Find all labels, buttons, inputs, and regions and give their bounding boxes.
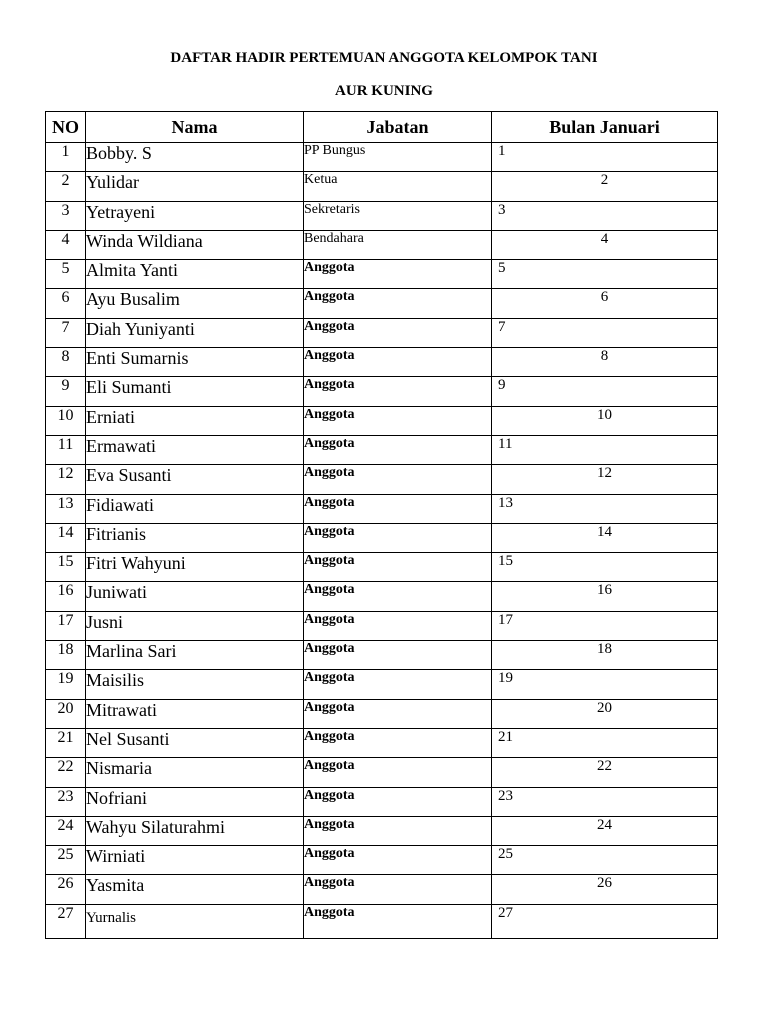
row-jabatan: Anggota [304,406,492,435]
table-row [46,670,718,699]
row-jabatan: Anggota [304,289,492,318]
table-row [46,435,718,464]
row-number: 9 [46,377,86,406]
row-jabatan: Anggota [304,787,492,816]
row-jabatan: Anggota [304,904,492,938]
row-bulan-januari: 23 [492,787,718,816]
row-jabatan: Anggota [304,465,492,494]
row-name: Fitrianis [86,523,304,552]
row-number: 10 [46,406,86,435]
row-bulan-januari: 7 [492,318,718,347]
row-name: Erniati [86,406,304,435]
row-number: 5 [46,260,86,289]
table-row [46,201,718,230]
row-name: Enti Sumarnis [86,348,304,377]
row-name: Yasmita [86,875,304,904]
row-jabatan: Anggota [304,816,492,845]
row-name: Mitrawati [86,699,304,728]
row-name: Nel Susanti [86,728,304,757]
header-bulan: Bulan Januari [492,112,718,143]
row-number: 16 [46,582,86,611]
row-number: 4 [46,230,86,259]
row-name: Bobby. S [86,143,304,172]
row-jabatan: Anggota [304,758,492,787]
row-bulan-januari: 18 [492,641,718,670]
row-name: Wirniati [86,846,304,875]
table-row [46,641,718,670]
row-bulan-januari: 24 [492,816,718,845]
table-row [46,523,718,552]
row-name: Nismaria [86,758,304,787]
row-jabatan: Anggota [304,494,492,523]
row-bulan-januari: 5 [492,260,718,289]
document-title: DAFTAR HADIR PERTEMUAN ANGGOTA KELOMPOK TANI [170,50,598,66]
header-no: NO [46,112,86,143]
document-subtitle: AUR KUNING [335,83,433,99]
row-number: 17 [46,611,86,640]
row-number: 27 [46,904,86,938]
row-number: 11 [46,435,86,464]
row-jabatan: Anggota [304,553,492,582]
table-row [46,699,718,728]
row-jabatan: Anggota [304,435,492,464]
row-jabatan: Anggota [304,523,492,552]
header-jabatan: Jabatan [304,112,492,143]
row-number: 19 [46,670,86,699]
row-number: 15 [46,553,86,582]
table-row [46,494,718,523]
row-number: 7 [46,318,86,347]
header-row [46,112,718,143]
row-jabatan: Anggota [304,582,492,611]
row-jabatan: Ketua [304,172,492,201]
row-name: Yurnalis [86,904,304,938]
attendance-table [45,111,718,939]
table-row [46,875,718,904]
table-row [46,816,718,845]
row-number: 8 [46,348,86,377]
row-bulan-januari: 19 [492,670,718,699]
row-jabatan: Anggota [304,611,492,640]
table-body [46,143,718,939]
row-bulan-januari: 8 [492,348,718,377]
row-name: Yulidar [86,172,304,201]
row-number: 14 [46,523,86,552]
table-row [46,230,718,259]
row-jabatan: Sekretaris [304,201,492,230]
row-bulan-januari: 6 [492,289,718,318]
row-bulan-januari: 20 [492,699,718,728]
table-row [46,260,718,289]
row-jabatan: Anggota [304,875,492,904]
row-name: Eva Susanti [86,465,304,494]
row-name: Winda Wildiana [86,230,304,259]
row-bulan-januari: 10 [492,406,718,435]
row-name: Juniwati [86,582,304,611]
table-row [46,289,718,318]
table-row [46,465,718,494]
row-name: Ermawati [86,435,304,464]
table-row [46,553,718,582]
table-row [46,143,718,172]
row-number: 6 [46,289,86,318]
row-bulan-januari: 21 [492,728,718,757]
table-row [46,787,718,816]
row-number: 20 [46,699,86,728]
row-jabatan: Anggota [304,728,492,757]
row-name: Almita Yanti [86,260,304,289]
row-number: 22 [46,758,86,787]
row-name: Jusni [86,611,304,640]
row-bulan-januari: 17 [492,611,718,640]
row-number: 1 [46,143,86,172]
row-name: Marlina Sari [86,641,304,670]
row-jabatan: Anggota [304,318,492,347]
row-bulan-januari: 9 [492,377,718,406]
row-number: 2 [46,172,86,201]
row-number: 23 [46,787,86,816]
row-number: 26 [46,875,86,904]
row-bulan-januari: 14 [492,523,718,552]
row-bulan-januari: 15 [492,553,718,582]
table-row [46,318,718,347]
row-number: 25 [46,846,86,875]
row-name: Nofriani [86,787,304,816]
row-bulan-januari: 22 [492,758,718,787]
row-bulan-januari: 16 [492,582,718,611]
row-number: 18 [46,641,86,670]
row-jabatan: Anggota [304,641,492,670]
table-row [46,728,718,757]
row-bulan-januari: 12 [492,465,718,494]
row-name: Fitri Wahyuni [86,553,304,582]
table-row [46,904,718,938]
row-jabatan: Anggota [304,377,492,406]
row-bulan-januari: 13 [492,494,718,523]
table-row [46,611,718,640]
row-bulan-januari: 3 [492,201,718,230]
row-bulan-januari: 4 [492,230,718,259]
row-jabatan: PP Bungus [304,143,492,172]
row-number: 12 [46,465,86,494]
row-bulan-januari: 1 [492,143,718,172]
row-bulan-januari: 11 [492,435,718,464]
row-name: Eli Sumanti [86,377,304,406]
table-row [46,846,718,875]
row-bulan-januari: 27 [492,904,718,938]
row-number: 21 [46,728,86,757]
table-row [46,758,718,787]
row-jabatan: Anggota [304,846,492,875]
row-name: Wahyu Silaturahmi [86,816,304,845]
row-number: 13 [46,494,86,523]
row-jabatan: Anggota [304,348,492,377]
row-jabatan: Bendahara [304,230,492,259]
table-row [46,172,718,201]
row-jabatan: Anggota [304,699,492,728]
row-jabatan: Anggota [304,260,492,289]
row-name: Maisilis [86,670,304,699]
row-jabatan: Anggota [304,670,492,699]
table-row [46,348,718,377]
row-number: 24 [46,816,86,845]
row-name: Yetrayeni [86,201,304,230]
row-bulan-januari: 25 [492,846,718,875]
row-number: 3 [46,201,86,230]
table-row [46,582,718,611]
row-name: Fidiawati [86,494,304,523]
row-name: Diah Yuniyanti [86,318,304,347]
row-bulan-januari: 26 [492,875,718,904]
header-nama: Nama [86,112,304,143]
table-row [46,377,718,406]
row-name: Ayu Busalim [86,289,304,318]
table-row [46,406,718,435]
row-bulan-januari: 2 [492,172,718,201]
